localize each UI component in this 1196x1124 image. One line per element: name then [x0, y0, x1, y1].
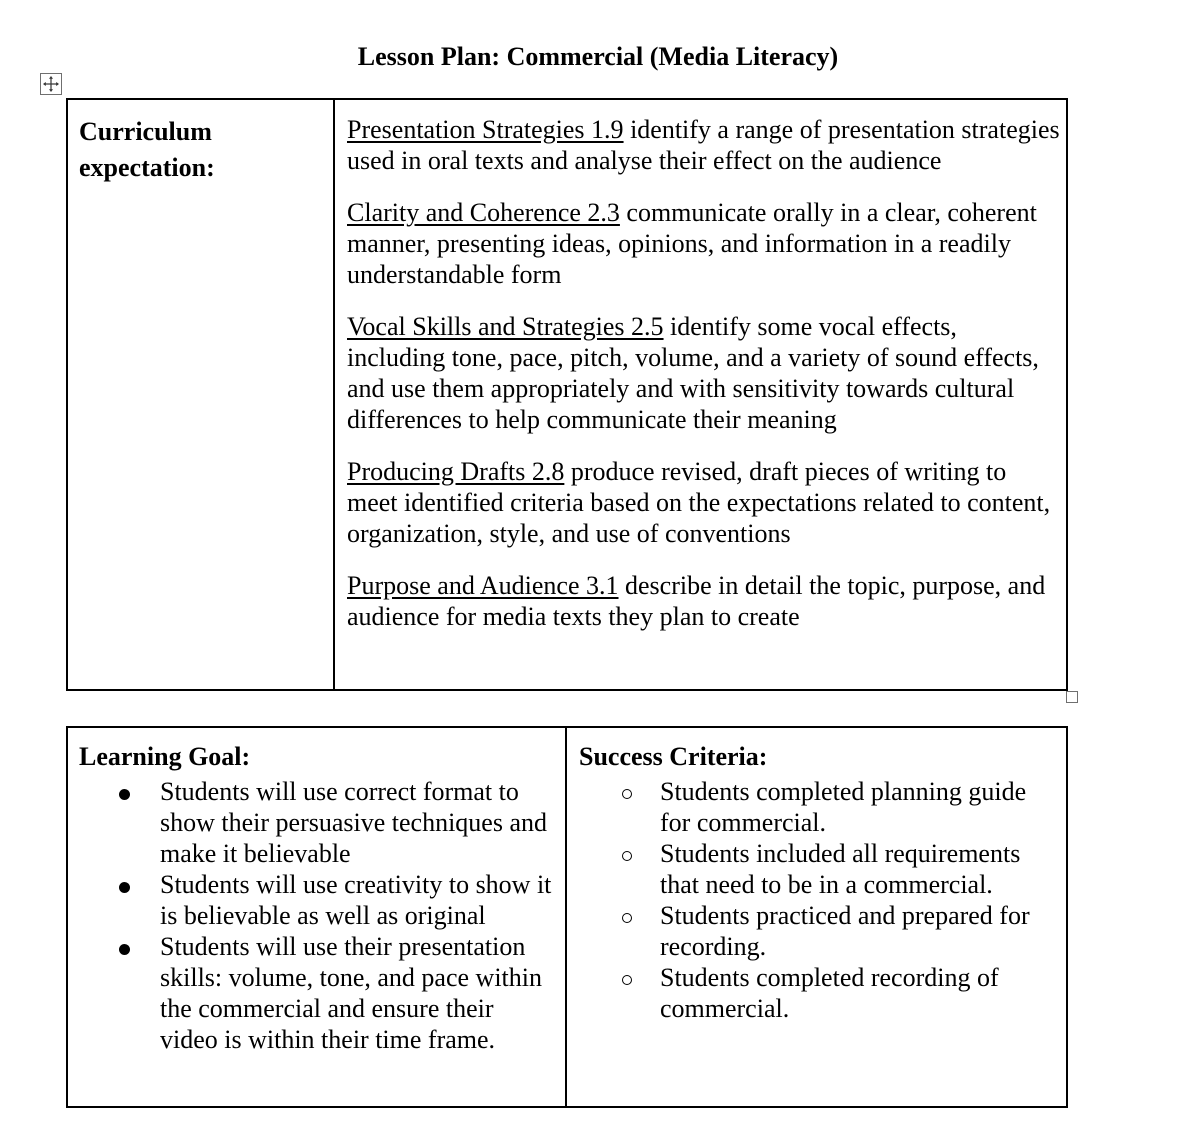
curriculum-table: [66, 98, 1068, 691]
learning-goal-list: [79, 776, 557, 1055]
page-title: Lesson Plan: Commercial (Media Literacy): [357, 42, 839, 71]
list-item: [79, 776, 557, 869]
bullet-dot-icon: [119, 882, 130, 893]
list-item: [79, 869, 557, 931]
list-item: [579, 962, 1060, 1024]
learning-goal-heading: Learning Goal:: [79, 742, 251, 771]
table-move-handle-icon[interactable]: [40, 73, 62, 95]
curriculum-label-cell: [67, 99, 334, 690]
success-criteria-text: Students completed recording of commercial.: [660, 963, 999, 1023]
success-criteria-text: Students completed planning guide for commercial.: [660, 777, 1027, 837]
learning-goal-cell: [67, 727, 566, 1107]
expectation-text: identify a range of presentation strategies used in oral texts and analyse their effect on the audience: [347, 115, 1060, 175]
curriculum-label-line2: expectation:: [79, 153, 215, 182]
bullet-circle-icon: [622, 789, 632, 799]
expectation-code: Vocal Skills and Strategies 2.5: [347, 312, 664, 341]
bullet-circle-icon: [622, 913, 632, 923]
move-arrows-icon: [41, 74, 61, 94]
expectation-code: Producing Drafts 2.8: [347, 457, 565, 486]
expectation-item: [347, 570, 1060, 632]
expectation-text: produce revised, draft pieces of writing to meet identified criteria based on the expectations related to content, organization, style, and use of conventions: [347, 457, 1051, 548]
expectation-code: Presentation Strategies 1.9: [347, 115, 624, 144]
table-resize-handle-icon[interactable]: [1066, 691, 1078, 703]
expectation-code: Purpose and Audience 3.1: [347, 571, 619, 600]
success-criteria-cell: [566, 727, 1067, 1107]
expectations-cell: [334, 99, 1067, 690]
bullet-circle-icon: [622, 851, 632, 861]
success-criteria-text: Students included all requirements that need to be in a commercial.: [660, 839, 1021, 899]
curriculum-label-line1: Curriculum: [79, 117, 212, 146]
expectation-text: identify some vocal effects, including tone, pace, pitch, volume, and a variety of sound effects, and use them appropriately and with sensitivity towards cultural differences to help communicate their meaning: [347, 312, 1039, 434]
expectation-code: Clarity and Coherence 2.3: [347, 198, 620, 227]
expectation-item: [347, 114, 1060, 176]
learning-goal-text: Students will use correct format to show their persuasive techniques and make it believable: [160, 777, 548, 868]
success-criteria-heading: Success Criteria:: [579, 742, 768, 771]
bullet-dot-icon: [119, 789, 130, 800]
goals-table: [66, 726, 1068, 1108]
learning-goal-text: Students will use creativity to show it is believable as well as original: [160, 870, 552, 930]
learning-goal-text: Students will use their presentation skills: volume, tone, and pace within the commercial and ensure their video is within their time frame.: [160, 932, 542, 1054]
success-criteria-list: [579, 776, 1060, 1024]
list-item: [579, 900, 1060, 962]
list-item: [579, 838, 1060, 900]
bullet-circle-icon: [622, 975, 632, 985]
list-item: [79, 931, 557, 1055]
bullet-dot-icon: [119, 944, 130, 955]
expectation-item: [347, 197, 1060, 290]
list-item: [579, 776, 1060, 838]
expectation-item: [347, 311, 1060, 435]
expectation-text: communicate orally in a clear, coherent manner, presenting ideas, opinions, and information in a readily understandable form: [347, 198, 1037, 289]
expectation-text: describe in detail the topic, purpose, and audience for media texts they plan to create: [347, 571, 1046, 631]
expectation-item: [347, 456, 1060, 549]
success-criteria-text: Students practiced and prepared for recording.: [660, 901, 1030, 961]
